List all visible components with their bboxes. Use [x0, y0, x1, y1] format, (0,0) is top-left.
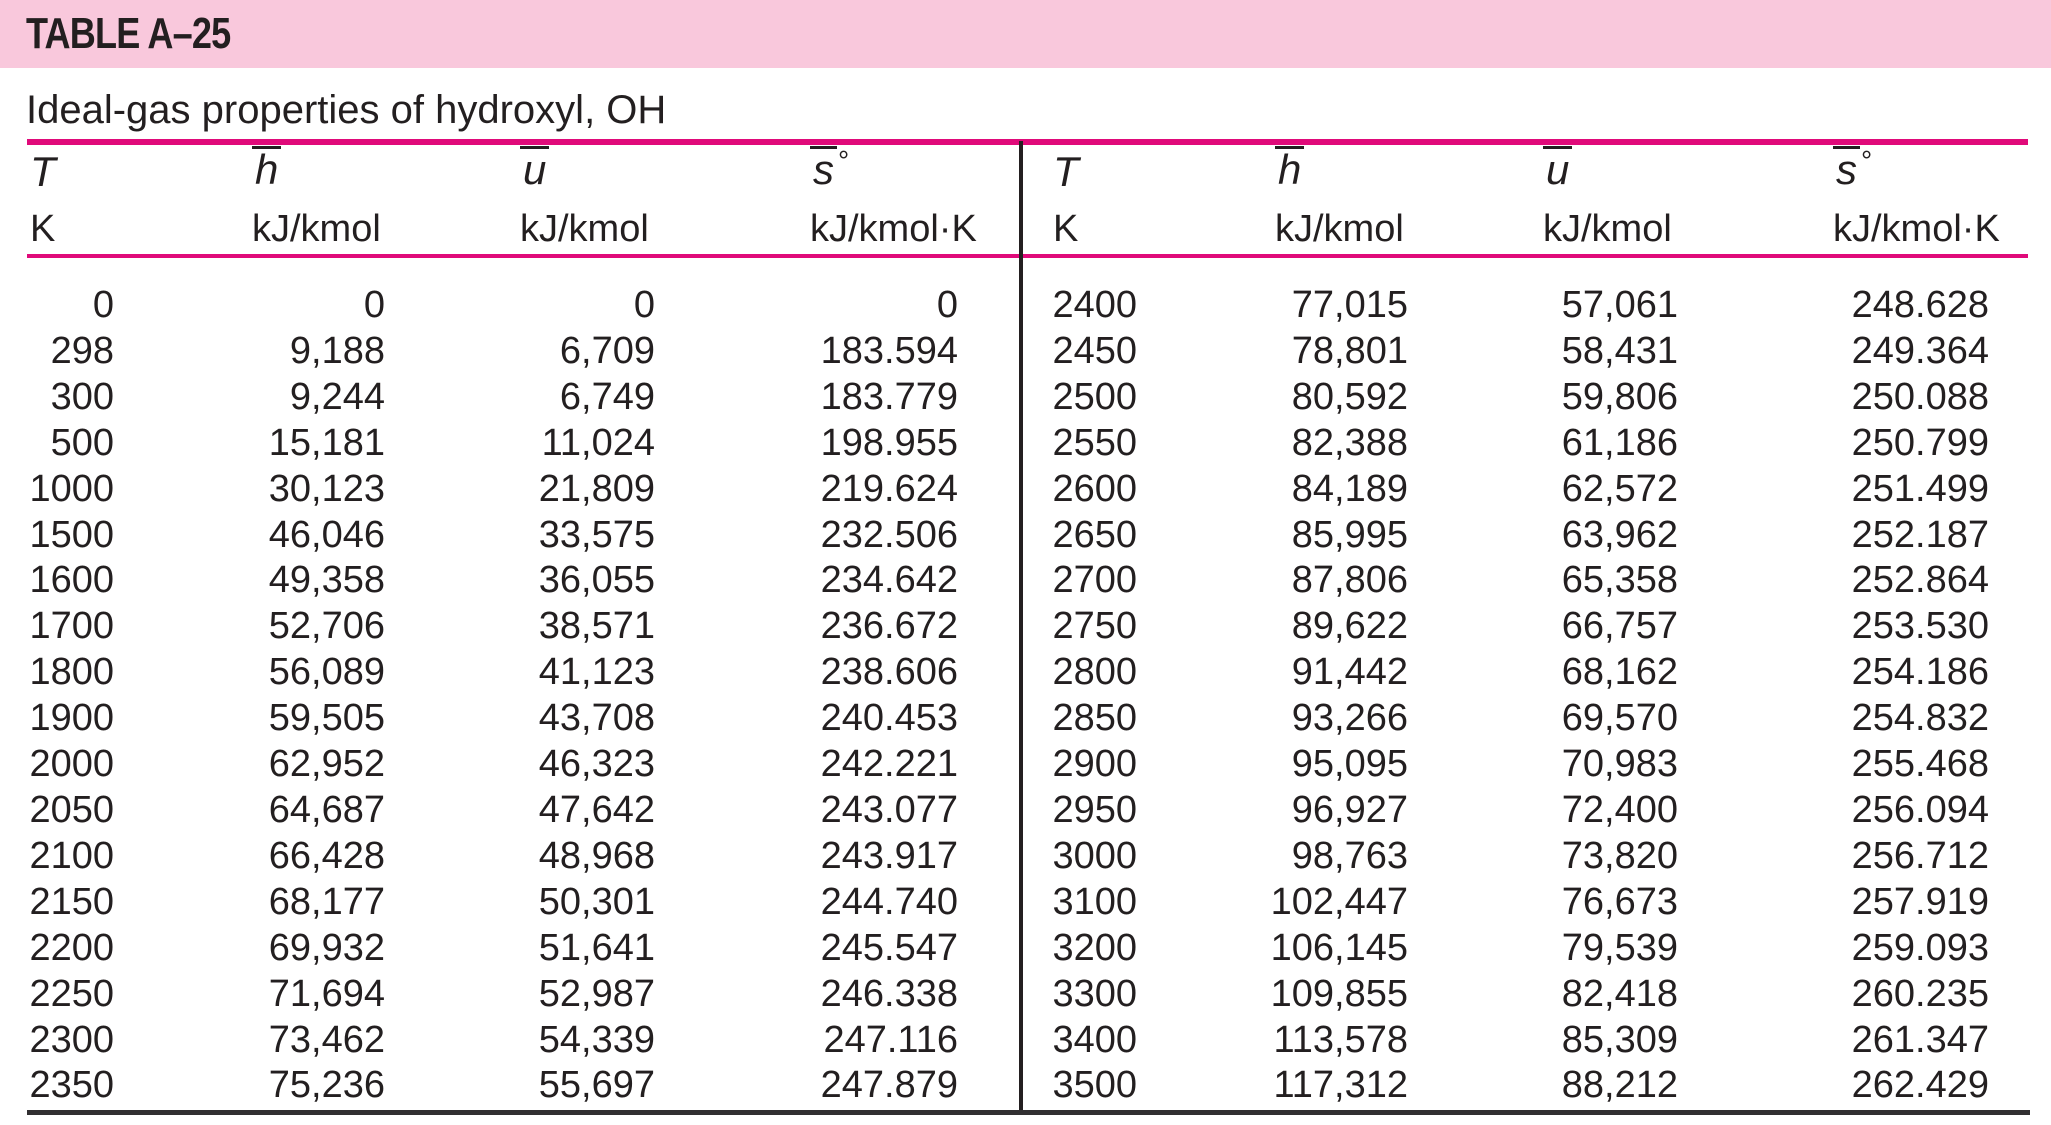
- table-cell: 102,447: [1270, 880, 1408, 923]
- table-cell: 2850: [1052, 697, 1137, 740]
- table-row: [1023, 513, 2051, 559]
- symbol-h-bar: h: [1275, 146, 1304, 190]
- table-cell: 52,987: [538, 972, 655, 1015]
- table-cell: 2950: [1052, 788, 1137, 831]
- table-row: [0, 1018, 1020, 1064]
- table-cell: 1800: [29, 651, 114, 694]
- table-cell: 49,358: [268, 559, 385, 602]
- table-cell: 66,757: [1561, 605, 1678, 648]
- table-cell: 2300: [29, 1018, 114, 1061]
- table-cell: 75,236: [268, 1064, 385, 1107]
- table-cell: 262.429: [1851, 1064, 1989, 1107]
- table-row: [1023, 1018, 2051, 1064]
- table-cell: 38,571: [538, 605, 655, 648]
- table-cell: 3500: [1052, 1064, 1137, 1107]
- unit-h: kJ/kmol: [1275, 208, 1404, 250]
- table-row: [1023, 696, 2051, 742]
- table-cell: 51,641: [538, 926, 655, 969]
- table-cell: 69,932: [268, 926, 385, 969]
- table-cell: 247.879: [820, 1064, 958, 1107]
- table-cell: 2600: [1052, 467, 1137, 510]
- table-cell: 2250: [29, 972, 114, 1015]
- unit-u: kJ/kmol: [1543, 208, 1672, 250]
- table-cell: 256.094: [1851, 788, 1989, 831]
- table-cell: 1000: [29, 467, 114, 510]
- left-symbol-row: [0, 146, 1020, 204]
- table-cell: 9,244: [289, 375, 385, 418]
- unit-T: K: [30, 208, 56, 250]
- table-cell: 87,806: [1291, 559, 1408, 602]
- table-cell: 70,983: [1561, 743, 1678, 786]
- table-cell: 249.364: [1851, 329, 1989, 372]
- table-row: [1023, 1063, 2051, 1109]
- table-cell: 2200: [29, 926, 114, 969]
- table-cell: 2100: [29, 834, 114, 877]
- table-cell: 250.088: [1851, 375, 1989, 418]
- table-cell: 64,687: [268, 788, 385, 831]
- unit-s: kJ/kmol·K: [810, 208, 977, 250]
- table-cell: 234.642: [820, 559, 958, 602]
- table-cell: 1500: [29, 513, 114, 556]
- table-cell: 50,301: [538, 880, 655, 923]
- unit-u: kJ/kmol: [520, 208, 649, 250]
- table-cell: 0: [363, 284, 385, 326]
- table-cell: 61,186: [1561, 421, 1678, 464]
- col-header-u: [385, 146, 655, 204]
- table-row: [1023, 283, 2051, 329]
- table-cell: 91,442: [1291, 651, 1408, 694]
- table-cell: 254.186: [1851, 651, 1989, 694]
- col-header-h: [120, 146, 385, 204]
- table-row: [0, 742, 1020, 788]
- table-row: [0, 1063, 1020, 1109]
- table-cell: 238.606: [820, 651, 958, 694]
- table-row: [1023, 788, 2051, 834]
- symbol-s-bar: s: [1833, 146, 1860, 190]
- col-header-s: [1678, 146, 2051, 204]
- table-row: [1023, 926, 2051, 972]
- table-cell: 80,592: [1291, 375, 1408, 418]
- table-cell: 33,575: [538, 513, 655, 556]
- left-table-body: [0, 283, 1020, 1109]
- unit-s: kJ/kmol·K: [1833, 208, 2000, 250]
- table-cell: 2500: [1052, 375, 1137, 418]
- table-cell: 1900: [29, 697, 114, 740]
- col-header-T: [1023, 146, 1143, 204]
- table-cell: 95,095: [1291, 743, 1408, 786]
- table-cell: 0: [92, 284, 114, 326]
- table-cell: 76,673: [1561, 880, 1678, 923]
- table-cell: 257.919: [1851, 880, 1989, 923]
- table-cell: 244.740: [820, 880, 958, 923]
- unit-h: kJ/kmol: [252, 208, 381, 250]
- table-row: [1023, 972, 2051, 1018]
- table-cell: 219.624: [820, 467, 958, 510]
- table-cell: 66,428: [268, 834, 385, 877]
- table-row: [1023, 329, 2051, 375]
- table-cell: 2750: [1052, 605, 1137, 648]
- left-units-row: [0, 204, 1020, 254]
- table-cell: 2900: [1052, 743, 1137, 786]
- table-cell: 3300: [1052, 972, 1137, 1015]
- table-cell: 183.779: [820, 375, 958, 418]
- col-header-s: [655, 146, 1020, 204]
- table-cell: 261.347: [1851, 1018, 1989, 1061]
- table-cell: 72,400: [1561, 788, 1678, 831]
- table-cell: 2550: [1052, 421, 1137, 464]
- table-cell: 82,388: [1291, 421, 1408, 464]
- table-row: [0, 788, 1020, 834]
- table-cell: 1700: [29, 605, 114, 648]
- table-row: [0, 926, 1020, 972]
- table-cell: 78,801: [1291, 329, 1408, 372]
- table-cell: 109,855: [1270, 972, 1408, 1015]
- table-cell: 2350: [29, 1064, 114, 1107]
- table-cell: 0: [633, 284, 655, 326]
- table-cell: 73,820: [1561, 834, 1678, 877]
- table-cell: 11,024: [541, 421, 655, 464]
- table-cell: 243.077: [820, 788, 958, 831]
- table-row: [1023, 421, 2051, 467]
- table-cell: 259.093: [1851, 926, 1989, 969]
- table-row: [1023, 558, 2051, 604]
- table-row: [1023, 834, 2051, 880]
- table-cell: 246.338: [820, 972, 958, 1015]
- left-data-table: [0, 283, 1020, 1109]
- symbol-h-bar: h: [252, 146, 281, 190]
- table-cell: 1600: [29, 559, 114, 602]
- table-cell: 236.672: [820, 605, 958, 648]
- table-cell: 30,123: [268, 467, 385, 510]
- table-cell: 41,123: [538, 651, 655, 694]
- table-cell: 65,358: [1561, 559, 1678, 602]
- right-half: [1023, 0, 2051, 1125]
- right-units-row: [1023, 204, 2051, 254]
- unit-T: K: [1053, 208, 1079, 250]
- table-cell: 85,995: [1291, 513, 1408, 556]
- table-cell: 62,572: [1561, 467, 1678, 510]
- table-cell: 300: [50, 375, 114, 418]
- table-row: [0, 467, 1020, 513]
- table-cell: 2050: [29, 788, 114, 831]
- table-cell: 62,952: [268, 743, 385, 786]
- table-cell: 2700: [1052, 559, 1137, 602]
- table-cell: 2000: [29, 743, 114, 786]
- table-cell: 298: [50, 329, 114, 372]
- table-cell: 251.499: [1851, 467, 1989, 510]
- table-row: [0, 421, 1020, 467]
- left-half: [0, 0, 1020, 1125]
- table-cell: 106,145: [1270, 926, 1408, 969]
- table-cell: 2400: [1052, 284, 1137, 326]
- table-cell: 63,962: [1561, 513, 1678, 556]
- table-cell: 93,266: [1291, 697, 1408, 740]
- table-cell: 9,188: [289, 329, 385, 372]
- table-row: [0, 972, 1020, 1018]
- right-symbol-row: [1023, 146, 2051, 204]
- table-cell: 3000: [1052, 834, 1137, 877]
- table-cell: 68,162: [1561, 651, 1678, 694]
- table-title: TABLE A–25: [26, 9, 231, 58]
- table-cell: 46,046: [268, 513, 385, 556]
- table-cell: 48,968: [538, 834, 655, 877]
- table-row: [0, 558, 1020, 604]
- table-cell: 98,763: [1291, 834, 1408, 877]
- table-cell: 96,927: [1291, 788, 1408, 831]
- right-data-table: [1023, 283, 2051, 1109]
- table-cell: 3100: [1052, 880, 1137, 923]
- table-cell: 57,061: [1561, 284, 1678, 326]
- table-row: [1023, 650, 2051, 696]
- symbol-s-bar: s: [810, 146, 837, 190]
- table-row: [0, 283, 1020, 329]
- table-row: [0, 329, 1020, 375]
- table-cell: 113,578: [1273, 1018, 1408, 1061]
- table-cell: 232.506: [820, 513, 958, 556]
- symbol-u-bar: u: [520, 146, 549, 190]
- table-cell: 79,539: [1561, 926, 1678, 969]
- table-cell: 55,697: [538, 1064, 655, 1107]
- table-row: [0, 604, 1020, 650]
- table-cell: 6,749: [559, 375, 655, 418]
- degree-superscript: °: [838, 145, 850, 176]
- table-cell: 2650: [1052, 513, 1137, 556]
- table-cell: 3400: [1052, 1018, 1137, 1061]
- table-cell: 59,505: [268, 697, 385, 740]
- table-cell: 58,431: [1561, 329, 1678, 372]
- table-cell: 15,181: [268, 421, 385, 464]
- table-cell: 2800: [1052, 651, 1137, 694]
- table-row: [1023, 604, 2051, 650]
- table-cell: 73,462: [268, 1018, 385, 1061]
- table-cell: 89,622: [1291, 605, 1408, 648]
- table-row: [1023, 375, 2051, 421]
- table-cell: 43,708: [538, 697, 655, 740]
- table-row: [0, 513, 1020, 559]
- table-cell: 77,015: [1291, 284, 1408, 326]
- table-row: [1023, 880, 2051, 926]
- table-row: [0, 650, 1020, 696]
- table-cell: 245.547: [820, 926, 958, 969]
- table-cell: 250.799: [1851, 421, 1989, 464]
- table-cell: 260.235: [1851, 972, 1989, 1015]
- table-cell: 69,570: [1561, 697, 1678, 740]
- table-cell: 6,709: [559, 329, 655, 372]
- col-header-u: [1408, 146, 1678, 204]
- col-header-T: [0, 146, 120, 204]
- table-cell: 252.864: [1851, 559, 1989, 602]
- table-cell: 36,055: [538, 559, 655, 602]
- table-cell: 68,177: [268, 880, 385, 923]
- table-cell: 3200: [1052, 926, 1137, 969]
- table-cell: 52,706: [268, 605, 385, 648]
- table-cell: 54,339: [538, 1018, 655, 1061]
- degree-superscript: °: [1861, 145, 1873, 176]
- table-row: [0, 696, 1020, 742]
- table-cell: 56,089: [268, 651, 385, 694]
- table-cell: 256.712: [1851, 834, 1989, 877]
- table-row: [0, 880, 1020, 926]
- table-cell: 84,189: [1291, 467, 1408, 510]
- table-cell: 117,312: [1273, 1064, 1408, 1107]
- table-cell: 247.116: [823, 1018, 958, 1061]
- table-cell: 85,309: [1561, 1018, 1678, 1061]
- table-cell: 183.594: [820, 329, 958, 372]
- table-cell: 71,694: [268, 972, 385, 1015]
- table-cell: 47,642: [538, 788, 655, 831]
- table-cell: 248.628: [1851, 284, 1989, 326]
- table-cell: 254.832: [1851, 697, 1989, 740]
- table-cell: 243.917: [820, 834, 958, 877]
- symbol-T: T: [30, 148, 56, 195]
- table-cell: 46,323: [538, 743, 655, 786]
- table-row: [1023, 467, 2051, 513]
- table-cell: 59,806: [1561, 375, 1678, 418]
- table-row: [0, 375, 1020, 421]
- table-cell: 253.530: [1851, 605, 1989, 648]
- table-row: [0, 834, 1020, 880]
- symbol-u-bar: u: [1543, 146, 1572, 190]
- right-table-body: [1023, 283, 2051, 1109]
- table-cell: 242.221: [820, 743, 958, 786]
- table-cell: 198.955: [820, 421, 958, 464]
- table-subtitle: Ideal-gas properties of hydroxyl, OH: [26, 88, 667, 132]
- table-cell: 255.468: [1851, 743, 1989, 786]
- col-header-h: [1143, 146, 1408, 204]
- symbol-T: T: [1053, 148, 1079, 195]
- table-cell: 88,212: [1561, 1064, 1678, 1107]
- table-cell: 252.187: [1851, 513, 1989, 556]
- table-cell: 0: [936, 284, 958, 326]
- table-cell: 500: [50, 421, 114, 464]
- table-cell: 82,418: [1561, 972, 1678, 1015]
- table-cell: 240.453: [820, 697, 958, 740]
- table-cell: 2450: [1052, 329, 1137, 372]
- table-cell: 2150: [29, 880, 114, 923]
- table-row: [1023, 742, 2051, 788]
- table-cell: 21,809: [538, 467, 655, 510]
